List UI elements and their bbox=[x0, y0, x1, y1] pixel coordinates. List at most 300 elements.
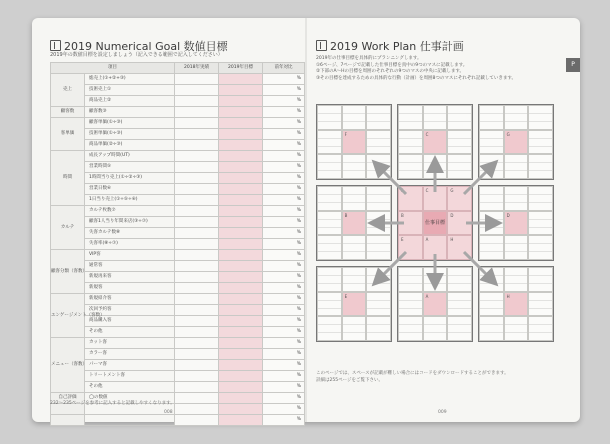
actual-2018-field[interactable] bbox=[175, 393, 219, 404]
ruled-lines bbox=[529, 212, 552, 235]
action-cell[interactable] bbox=[342, 267, 367, 292]
ruled-lines bbox=[367, 106, 390, 129]
sub-goal-center-cell[interactable] bbox=[342, 292, 367, 317]
ruled-lines bbox=[529, 236, 552, 259]
category-cell: 時間 bbox=[51, 151, 85, 206]
actual-2018-field[interactable] bbox=[175, 129, 219, 140]
yoy-percent-field[interactable]: % bbox=[263, 195, 305, 206]
action-cell[interactable] bbox=[398, 154, 423, 179]
sub-goal-block bbox=[316, 266, 392, 342]
action-cell[interactable] bbox=[317, 211, 342, 236]
yoy-percent-field[interactable]: % bbox=[263, 129, 305, 140]
action-cell[interactable] bbox=[528, 105, 553, 130]
instruction-line: ①6ページ、7ページで記載した仕事目標を真中の9つのマスに記載します。 bbox=[316, 62, 468, 68]
ruled-lines bbox=[318, 106, 341, 129]
action-cell[interactable] bbox=[366, 235, 391, 260]
action-cell[interactable] bbox=[366, 292, 391, 317]
goal-cell[interactable] bbox=[447, 235, 472, 260]
item-label bbox=[85, 415, 175, 426]
item-label: 失客率(⑧÷⑦) bbox=[85, 239, 175, 250]
title-text: 2019 Work Plan 仕事計画 bbox=[330, 40, 464, 53]
target-2019-field[interactable] bbox=[219, 316, 263, 327]
goal-cell[interactable] bbox=[423, 186, 448, 211]
action-cell[interactable] bbox=[447, 267, 472, 292]
table-row bbox=[51, 283, 305, 294]
action-cell[interactable] bbox=[528, 316, 553, 341]
item-label: 商品単価(②÷③) bbox=[85, 140, 175, 151]
table-row bbox=[51, 217, 305, 228]
ruled-lines bbox=[505, 155, 528, 178]
table-row bbox=[51, 74, 305, 85]
actual-2018-field[interactable] bbox=[175, 118, 219, 129]
ruled-lines bbox=[424, 106, 447, 129]
actual-2018-field[interactable] bbox=[175, 228, 219, 239]
goal-cell[interactable] bbox=[447, 186, 472, 211]
yoy-percent-field[interactable]: % bbox=[263, 316, 305, 327]
target-2019-field[interactable] bbox=[219, 184, 263, 195]
target-2019-field[interactable] bbox=[219, 338, 263, 349]
actual-2018-field[interactable] bbox=[175, 338, 219, 349]
item-label: 成長アップ時間(UT) bbox=[85, 151, 175, 162]
actual-2018-field[interactable] bbox=[175, 349, 219, 360]
actual-2018-field[interactable] bbox=[175, 327, 219, 338]
target-2019-field[interactable] bbox=[219, 96, 263, 107]
ruled-lines bbox=[424, 155, 447, 178]
header-2018-actual: 2018年実績 bbox=[175, 63, 219, 74]
mandala-chart-grid bbox=[316, 104, 554, 342]
right-page bbox=[306, 18, 580, 422]
actual-2018-field[interactable] bbox=[175, 173, 219, 184]
ruled-lines bbox=[448, 131, 471, 154]
item-label: 商品購入客 bbox=[85, 316, 175, 327]
action-cell[interactable] bbox=[479, 105, 504, 130]
yoy-percent-field[interactable]: % bbox=[263, 173, 305, 184]
page-number-left: 008 bbox=[164, 410, 173, 415]
item-label: 商品売上② bbox=[85, 96, 175, 107]
yoy-percent-field[interactable]: % bbox=[263, 272, 305, 283]
action-cell[interactable] bbox=[479, 292, 504, 317]
target-2019-field[interactable] bbox=[219, 294, 263, 305]
ruled-lines bbox=[343, 106, 366, 129]
action-cell[interactable] bbox=[528, 186, 553, 211]
action-cell[interactable] bbox=[479, 130, 504, 155]
action-cell[interactable] bbox=[479, 235, 504, 260]
item-label: 総売上(①+②+③) bbox=[85, 74, 175, 85]
yoy-percent-field[interactable]: % bbox=[263, 184, 305, 195]
target-2019-field[interactable] bbox=[219, 393, 263, 404]
yoy-percent-field[interactable]: % bbox=[263, 85, 305, 96]
yoy-percent-field[interactable]: % bbox=[263, 338, 305, 349]
table-row bbox=[51, 316, 305, 327]
ruled-lines bbox=[318, 293, 341, 316]
table-row bbox=[51, 261, 305, 272]
yoy-percent-field[interactable]: % bbox=[263, 96, 305, 107]
ruled-lines bbox=[424, 268, 447, 291]
category-cell: メニュー（客数） bbox=[51, 338, 85, 393]
target-2019-field[interactable] bbox=[219, 85, 263, 96]
item-label: パーマ客 bbox=[85, 360, 175, 371]
actual-2018-field[interactable] bbox=[175, 294, 219, 305]
yoy-percent-field[interactable]: % bbox=[263, 393, 305, 404]
action-cell[interactable] bbox=[479, 316, 504, 341]
yoy-percent-field[interactable]: % bbox=[263, 228, 305, 239]
target-2019-field[interactable] bbox=[219, 140, 263, 151]
action-cell[interactable] bbox=[447, 316, 472, 341]
cell-letter: B bbox=[401, 212, 404, 218]
ruled-lines bbox=[399, 106, 422, 129]
table-row bbox=[51, 294, 305, 305]
item-label: 顧客数③ bbox=[85, 107, 175, 118]
yoy-percent-field[interactable]: % bbox=[263, 415, 305, 426]
category-cell: 自己評価 bbox=[51, 393, 85, 404]
yoy-percent-field[interactable]: % bbox=[263, 327, 305, 338]
ruled-lines bbox=[529, 106, 552, 129]
yoy-percent-field[interactable]: % bbox=[263, 140, 305, 151]
header-2019-target: 2019年目標 bbox=[219, 63, 263, 74]
section-tab[interactable]: P bbox=[566, 58, 580, 72]
table-row bbox=[51, 250, 305, 261]
target-2019-field[interactable] bbox=[219, 195, 263, 206]
action-cell[interactable] bbox=[342, 105, 367, 130]
actual-2018-field[interactable] bbox=[175, 140, 219, 151]
action-cell[interactable] bbox=[366, 211, 391, 236]
action-cell[interactable] bbox=[366, 186, 391, 211]
action-cell[interactable] bbox=[317, 235, 342, 260]
actual-2018-field[interactable] bbox=[175, 107, 219, 118]
actual-2018-field[interactable] bbox=[175, 85, 219, 96]
goal-cell[interactable] bbox=[398, 235, 423, 260]
action-cell[interactable] bbox=[528, 211, 553, 236]
ruled-lines bbox=[529, 131, 552, 154]
ruled-lines bbox=[367, 293, 390, 316]
yoy-percent-field[interactable]: % bbox=[263, 206, 305, 217]
action-cell[interactable] bbox=[317, 267, 342, 292]
action-cell[interactable] bbox=[528, 130, 553, 155]
sub-goal-block bbox=[478, 266, 554, 342]
ruled-lines bbox=[399, 317, 422, 340]
ruled-lines bbox=[318, 131, 341, 154]
cell-letter: G bbox=[506, 131, 510, 137]
actual-2018-field[interactable] bbox=[175, 261, 219, 272]
ruled-lines bbox=[480, 317, 503, 340]
item-label: 1時間当り売上(①÷②÷③) bbox=[85, 173, 175, 184]
ruled-lines bbox=[318, 317, 341, 340]
category-cell: エンゲージメント（客数） bbox=[51, 294, 85, 338]
footer-line: このページでは、スペースが記載が難しい場合にはコードをダウンロードすることができます。 bbox=[316, 371, 509, 376]
action-cell[interactable] bbox=[317, 130, 342, 155]
sub-goal-center-cell[interactable] bbox=[423, 130, 448, 155]
action-cell[interactable] bbox=[423, 154, 448, 179]
ruled-lines bbox=[505, 317, 528, 340]
target-2019-field[interactable] bbox=[219, 261, 263, 272]
item-label: 1日当り売上(①÷⑤÷⑥) bbox=[85, 195, 175, 206]
actual-2018-field[interactable] bbox=[175, 272, 219, 283]
actual-2018-field[interactable] bbox=[175, 74, 219, 85]
table-row bbox=[51, 228, 305, 239]
sub-goal-block bbox=[397, 266, 473, 342]
ruled-lines bbox=[529, 293, 552, 316]
numerical-goal-table bbox=[50, 62, 312, 426]
cell-letter: D bbox=[506, 212, 510, 218]
sub-goal-center-cell[interactable] bbox=[504, 292, 529, 317]
yoy-percent-field[interactable]: % bbox=[263, 404, 305, 415]
actual-2018-field[interactable] bbox=[175, 415, 219, 426]
ruled-lines bbox=[480, 293, 503, 316]
actual-2018-field[interactable] bbox=[175, 206, 219, 217]
yoy-percent-field[interactable]: % bbox=[263, 250, 305, 261]
action-cell[interactable] bbox=[366, 105, 391, 130]
action-cell[interactable] bbox=[317, 186, 342, 211]
action-cell[interactable] bbox=[342, 186, 367, 211]
target-2019-field[interactable] bbox=[219, 217, 263, 228]
category-cell: 顧客数 bbox=[51, 107, 85, 118]
sub-goal-center-cell[interactable] bbox=[342, 130, 367, 155]
action-cell[interactable] bbox=[528, 154, 553, 179]
grid-icon bbox=[316, 40, 327, 51]
ruled-lines bbox=[343, 187, 366, 210]
cell-letter: C bbox=[425, 188, 429, 193]
action-cell[interactable] bbox=[423, 105, 448, 130]
action-cell[interactable] bbox=[366, 130, 391, 155]
yoy-percent-field[interactable]: % bbox=[263, 382, 305, 393]
ruled-lines bbox=[448, 317, 471, 340]
yoy-percent-field[interactable]: % bbox=[263, 371, 305, 382]
item-label: 営業日数⑥ bbox=[85, 184, 175, 195]
action-cell[interactable] bbox=[504, 154, 529, 179]
action-cell[interactable] bbox=[342, 316, 367, 341]
action-cell[interactable] bbox=[366, 316, 391, 341]
target-2019-field[interactable] bbox=[219, 349, 263, 360]
action-cell[interactable] bbox=[366, 154, 391, 179]
item-label: トリートメント客 bbox=[85, 371, 175, 382]
item-label: 新規紹介客 bbox=[85, 294, 175, 305]
target-2019-field[interactable] bbox=[219, 239, 263, 250]
action-cell[interactable] bbox=[342, 235, 367, 260]
target-2019-field[interactable] bbox=[219, 206, 263, 217]
cell-letter: F bbox=[344, 131, 347, 137]
goal-cell[interactable] bbox=[398, 211, 423, 236]
ruled-lines bbox=[424, 317, 447, 340]
action-cell[interactable] bbox=[528, 292, 553, 317]
action-cell[interactable] bbox=[528, 267, 553, 292]
actual-2018-field[interactable] bbox=[175, 371, 219, 382]
ruled-lines bbox=[343, 155, 366, 178]
action-cell[interactable] bbox=[479, 186, 504, 211]
item-label: カラー客 bbox=[85, 349, 175, 360]
action-cell[interactable] bbox=[317, 292, 342, 317]
item-label: カット客 bbox=[85, 338, 175, 349]
action-cell[interactable] bbox=[479, 154, 504, 179]
core-goal-cell[interactable]: 仕事目標 bbox=[423, 211, 448, 236]
item-label: 新規再来客 bbox=[85, 272, 175, 283]
action-cell[interactable] bbox=[398, 316, 423, 341]
yoy-percent-field[interactable]: % bbox=[263, 74, 305, 85]
action-cell[interactable] bbox=[423, 267, 448, 292]
yoy-percent-field[interactable]: % bbox=[263, 151, 305, 162]
target-2019-field[interactable] bbox=[219, 360, 263, 371]
ruled-lines bbox=[529, 187, 552, 210]
ruled-lines bbox=[505, 187, 528, 210]
category-cell bbox=[51, 415, 85, 426]
action-cell[interactable] bbox=[317, 154, 342, 179]
ruled-lines bbox=[318, 155, 341, 178]
target-2019-field[interactable] bbox=[219, 382, 263, 393]
item-label: 顧客単価(①÷③) bbox=[85, 118, 175, 129]
ruled-lines bbox=[480, 106, 503, 129]
target-2019-field[interactable] bbox=[219, 107, 263, 118]
action-cell[interactable] bbox=[504, 316, 529, 341]
item-label: カルテ枚数⑦ bbox=[85, 206, 175, 217]
actual-2018-field[interactable] bbox=[175, 96, 219, 107]
action-cell[interactable] bbox=[317, 105, 342, 130]
actual-2018-field[interactable] bbox=[175, 250, 219, 261]
actual-2018-field[interactable] bbox=[175, 217, 219, 228]
action-cell[interactable] bbox=[366, 267, 391, 292]
ruled-lines bbox=[529, 317, 552, 340]
yoy-percent-field[interactable]: % bbox=[263, 118, 305, 129]
actual-2018-field[interactable] bbox=[175, 239, 219, 250]
table-row bbox=[51, 239, 305, 250]
action-cell[interactable] bbox=[447, 130, 472, 155]
target-2019-field[interactable] bbox=[219, 228, 263, 239]
item-label: 技術単価(①÷③) bbox=[85, 129, 175, 140]
yoy-percent-field[interactable]: % bbox=[263, 360, 305, 371]
table-row bbox=[51, 184, 305, 195]
yoy-percent-field[interactable]: % bbox=[263, 261, 305, 272]
target-2019-field[interactable] bbox=[219, 151, 263, 162]
actual-2018-field[interactable] bbox=[175, 360, 219, 371]
goal-cell[interactable] bbox=[398, 186, 423, 211]
action-cell[interactable] bbox=[479, 267, 504, 292]
ruled-lines bbox=[480, 155, 503, 178]
table-row bbox=[51, 195, 305, 206]
table-row bbox=[51, 107, 305, 118]
table-row bbox=[51, 272, 305, 283]
action-cell[interactable] bbox=[504, 267, 529, 292]
table-row bbox=[51, 85, 305, 96]
table-row bbox=[51, 173, 305, 184]
target-2019-field[interactable] bbox=[219, 371, 263, 382]
action-cell[interactable] bbox=[423, 316, 448, 341]
table-row bbox=[51, 206, 305, 217]
action-cell[interactable] bbox=[504, 186, 529, 211]
target-2019-field[interactable] bbox=[219, 74, 263, 85]
target-2019-field[interactable] bbox=[219, 404, 263, 415]
action-cell[interactable] bbox=[504, 235, 529, 260]
table-row bbox=[51, 349, 305, 360]
cell-letter: G bbox=[450, 188, 454, 193]
target-2019-field[interactable] bbox=[219, 118, 263, 129]
action-cell[interactable] bbox=[342, 154, 367, 179]
sub-goal-center-cell[interactable] bbox=[423, 292, 448, 317]
ruled-lines bbox=[367, 212, 390, 235]
item-label: 次回予約客 bbox=[85, 305, 175, 316]
ruled-lines bbox=[505, 268, 528, 291]
actual-2018-field[interactable] bbox=[175, 151, 219, 162]
target-2019-field[interactable] bbox=[219, 250, 263, 261]
ruled-lines bbox=[367, 317, 390, 340]
cell-letter: E bbox=[401, 237, 404, 243]
target-2019-field[interactable] bbox=[219, 162, 263, 173]
item-label: VIP客 bbox=[85, 250, 175, 261]
yoy-percent-field[interactable]: % bbox=[263, 239, 305, 250]
yoy-percent-field[interactable]: % bbox=[263, 162, 305, 173]
ruled-lines bbox=[448, 155, 471, 178]
sub-goal-block bbox=[397, 104, 473, 180]
cell-letter: H bbox=[450, 237, 454, 243]
ruled-lines bbox=[480, 131, 503, 154]
action-cell[interactable] bbox=[447, 154, 472, 179]
target-2019-field[interactable] bbox=[219, 129, 263, 140]
category-cell: 顧客分類（客数） bbox=[51, 250, 85, 294]
action-cell[interactable] bbox=[528, 235, 553, 260]
action-cell[interactable] bbox=[504, 105, 529, 130]
sub-goal-center-cell[interactable] bbox=[504, 130, 529, 155]
action-cell[interactable] bbox=[398, 267, 423, 292]
header-item: 項目 bbox=[51, 63, 175, 74]
target-2019-field[interactable] bbox=[219, 173, 263, 184]
ruled-lines bbox=[318, 236, 341, 259]
ruled-lines bbox=[399, 131, 422, 154]
action-cell[interactable] bbox=[479, 211, 504, 236]
table-row bbox=[51, 338, 305, 349]
table-row bbox=[51, 415, 305, 426]
yoy-percent-field[interactable]: % bbox=[263, 283, 305, 294]
actual-2018-field[interactable] bbox=[175, 184, 219, 195]
page-number-right: 009 bbox=[438, 410, 447, 415]
instruction-line: ②下部のA～Hの目標を周囲のそれぞれの9つのマスの中央に記載します。 bbox=[316, 69, 464, 74]
target-2019-field[interactable] bbox=[219, 327, 263, 338]
action-cell[interactable] bbox=[398, 105, 423, 130]
table-row bbox=[51, 371, 305, 382]
actual-2018-field[interactable] bbox=[175, 283, 219, 294]
action-cell[interactable] bbox=[317, 316, 342, 341]
ruled-lines bbox=[367, 155, 390, 178]
action-cell[interactable] bbox=[398, 130, 423, 155]
item-label: 新規客 bbox=[85, 283, 175, 294]
ruled-lines bbox=[448, 106, 471, 129]
target-2019-field[interactable] bbox=[219, 415, 263, 426]
instruction-line: 2019年の仕事目標を具体的にプランニングします。 bbox=[316, 56, 422, 61]
yoy-percent-field[interactable]: % bbox=[263, 107, 305, 118]
action-cell[interactable] bbox=[447, 292, 472, 317]
page-subtitle: 2019年の数値目標を設定しましょう（記入できる範囲で記入してください） bbox=[50, 52, 223, 58]
yoy-percent-field[interactable]: % bbox=[263, 294, 305, 305]
yoy-percent-field[interactable]: % bbox=[263, 349, 305, 360]
ruled-lines bbox=[448, 268, 471, 291]
sub-goal-center-cell[interactable] bbox=[342, 211, 367, 236]
actual-2018-field[interactable] bbox=[175, 305, 219, 316]
target-2019-field[interactable] bbox=[219, 283, 263, 294]
ruled-lines bbox=[318, 268, 341, 291]
actual-2018-field[interactable] bbox=[175, 382, 219, 393]
yoy-percent-field[interactable]: % bbox=[263, 217, 305, 228]
yoy-percent-field[interactable]: % bbox=[263, 305, 305, 316]
actual-2018-field[interactable] bbox=[175, 316, 219, 327]
actual-2018-field[interactable] bbox=[175, 195, 219, 206]
actual-2018-field[interactable] bbox=[175, 162, 219, 173]
ruled-lines bbox=[318, 212, 341, 235]
target-2019-field[interactable] bbox=[219, 272, 263, 283]
action-cell[interactable] bbox=[447, 105, 472, 130]
action-cell[interactable] bbox=[398, 292, 423, 317]
goal-cell[interactable] bbox=[423, 235, 448, 260]
sub-goal-block bbox=[316, 104, 392, 180]
sub-goal-center-cell[interactable] bbox=[504, 211, 529, 236]
target-2019-field[interactable] bbox=[219, 305, 263, 316]
goal-cell[interactable] bbox=[447, 211, 472, 236]
actual-2018-field[interactable] bbox=[175, 404, 219, 415]
